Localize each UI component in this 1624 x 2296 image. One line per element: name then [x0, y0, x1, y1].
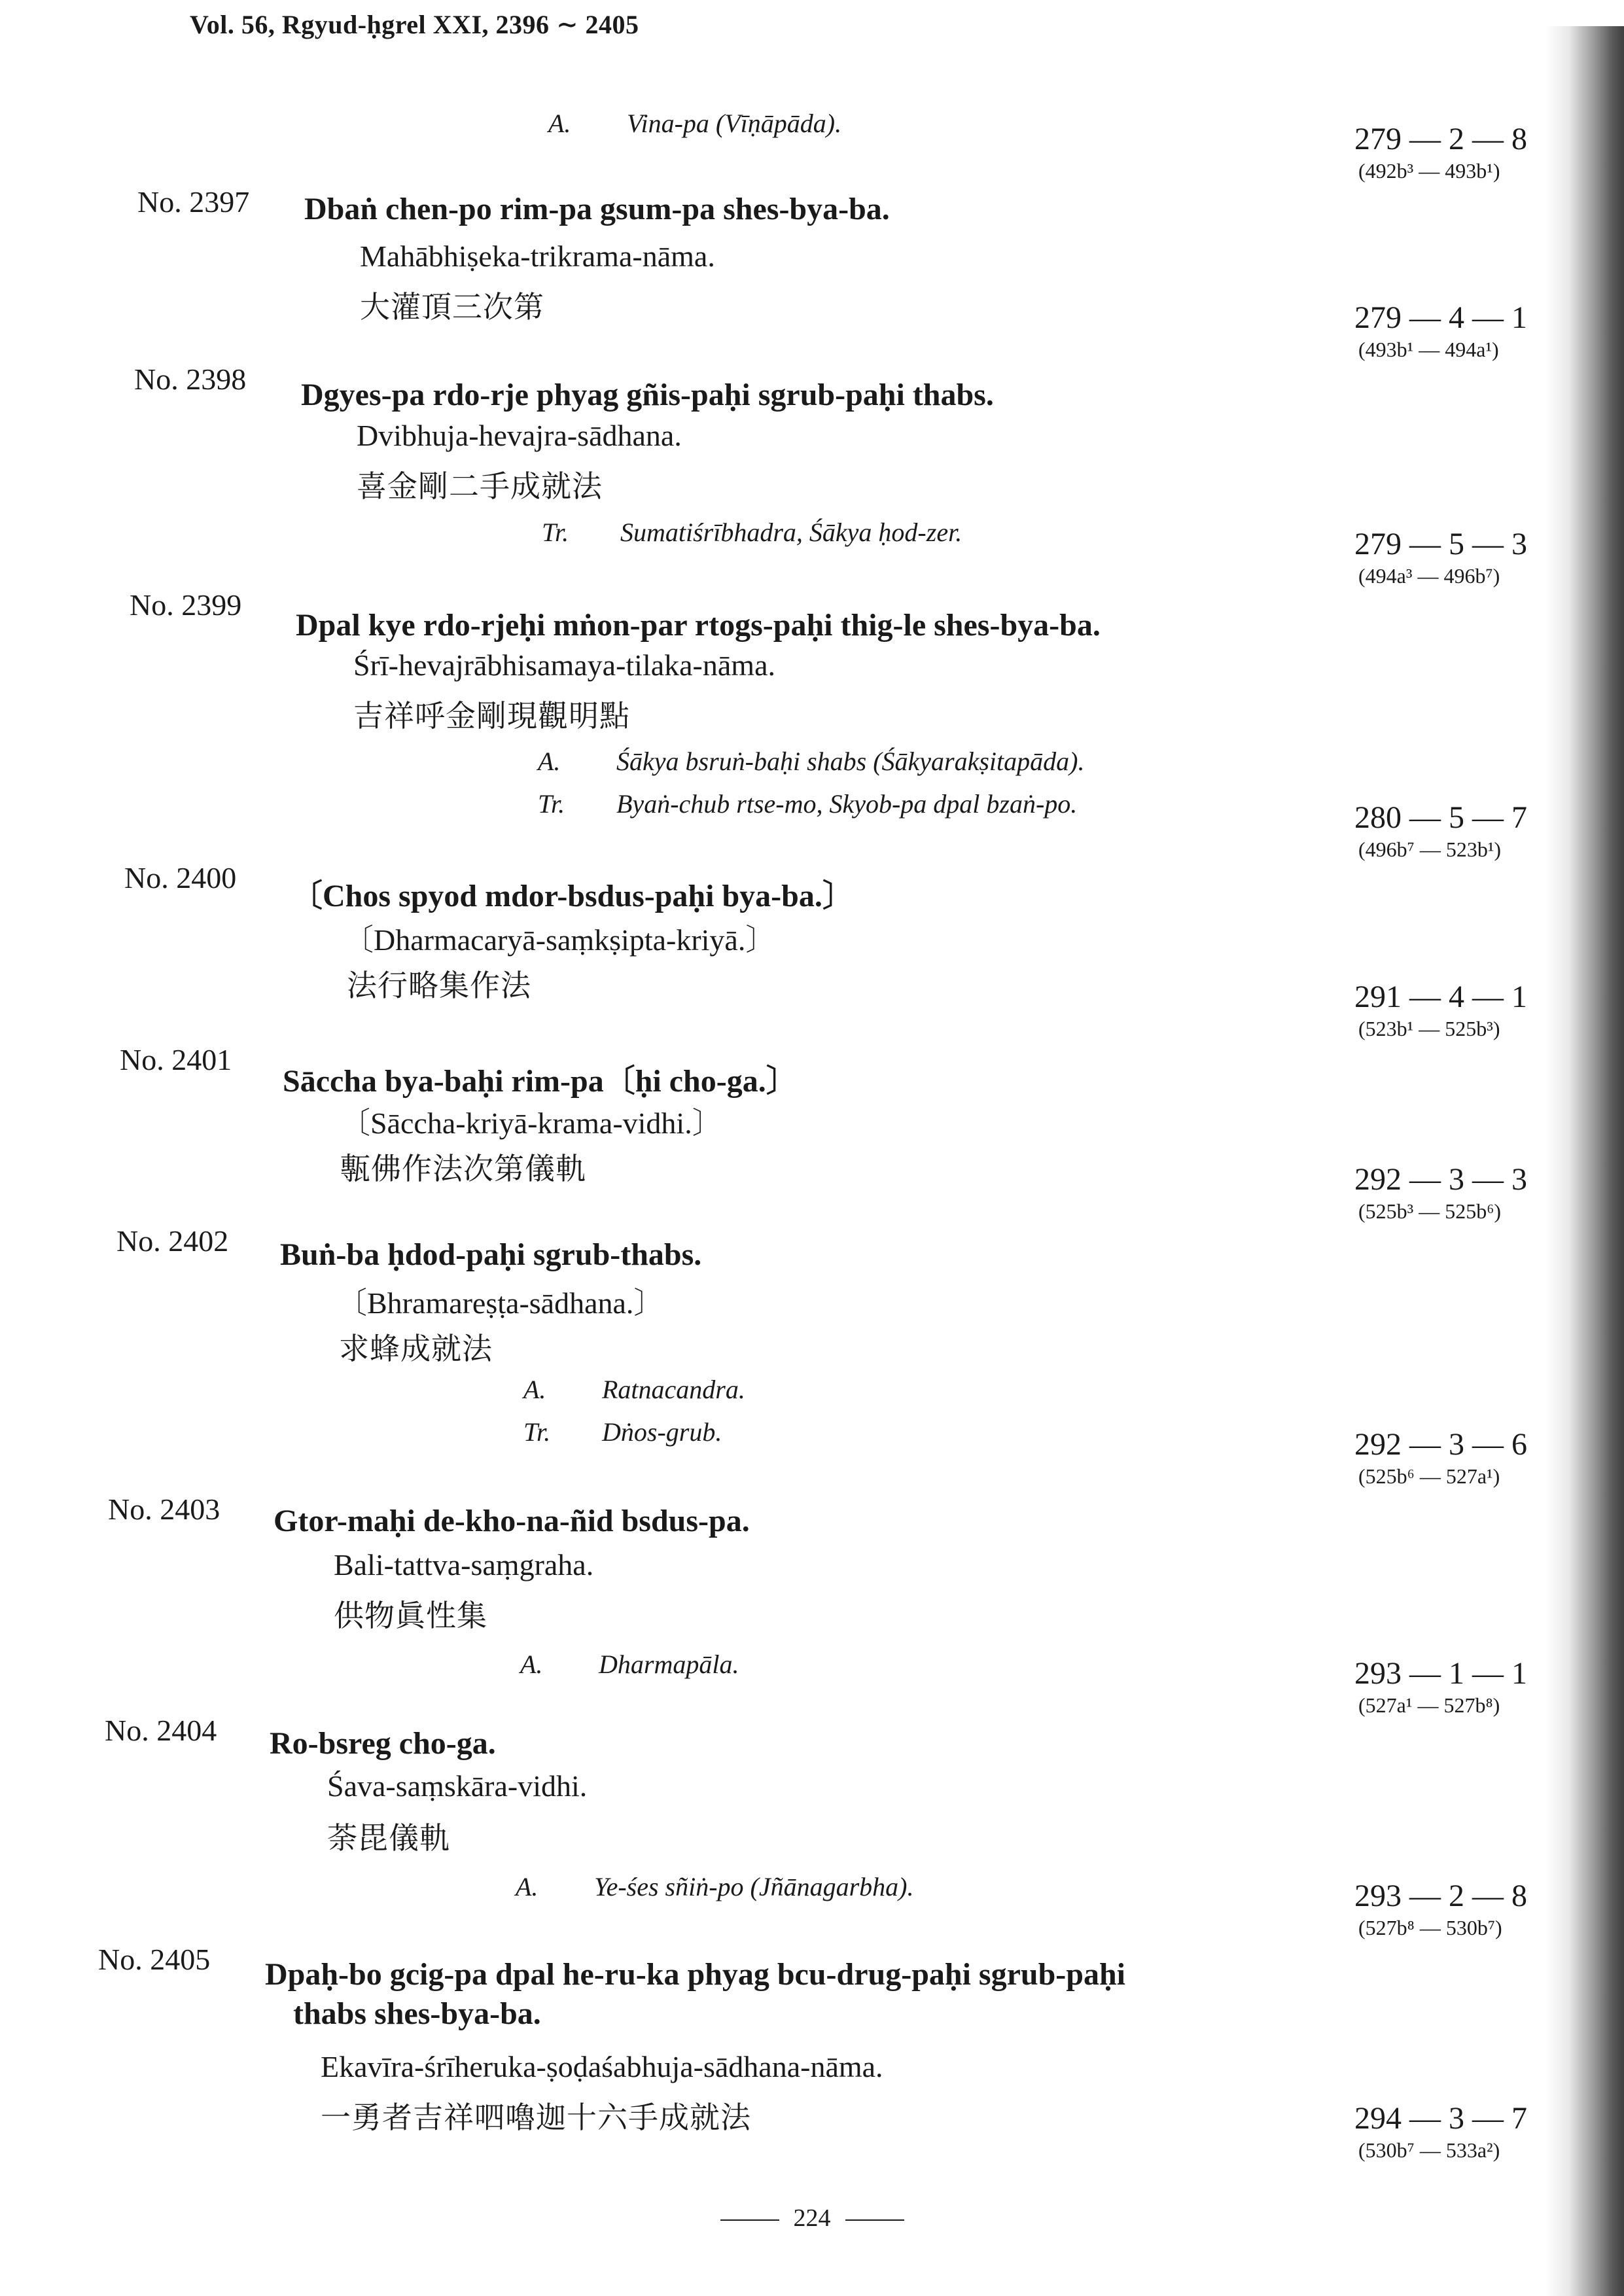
chinese-title: 甎佛作法次第儀軌 [340, 1152, 586, 1186]
credit-line [516, 1871, 914, 1902]
volume-page-line: 293 — 1 — 1 [1354, 1656, 1527, 1691]
credit-line [523, 1374, 745, 1405]
volume-page-line: 294 — 3 — 7 [1354, 2101, 1527, 2136]
volume-page-line: 279 — 2 — 8 [1354, 122, 1527, 156]
entry-number: No. 2404 [105, 1714, 217, 1747]
credit-line [523, 1417, 722, 1447]
volume-reference [1354, 2100, 1570, 2163]
credit-name: Śākya bsruṅ-baḥi shabs (Śākyarakṣitapāda). [616, 747, 1085, 776]
credit-name: Vina-pa (Vīṇāpāda). [627, 109, 842, 138]
volume-reference [1354, 979, 1570, 1042]
sanskrit-title: Ekavīra-śrīheruka-ṣoḍaśabhuja-sādhana-nāma. [321, 2050, 883, 2083]
volume-page-line: 279 — 4 — 1 [1354, 300, 1527, 335]
entry-number: No. 2400 [124, 861, 237, 894]
entry-number: No. 2401 [120, 1043, 232, 1076]
volume-page-line: 291 — 4 — 1 [1354, 980, 1527, 1014]
chinese-title: 喜金剛二手成就法 [357, 470, 603, 503]
credit-role: Tr. [523, 1417, 551, 1447]
credit-name: Dṅos-grub. [602, 1417, 722, 1447]
entry-number: No. 2405 [98, 1943, 211, 1976]
chinese-title: 荼毘儀軌 [327, 1822, 450, 1855]
sanskrit-title: 〔Sāccha-kriyā-krama-vidhi.〕 [340, 1106, 722, 1140]
folio-range: (492b³ — 493b¹) [1358, 159, 1500, 183]
tibetan-title: 〔Chos spyod mdor-bsdus-paḥi bya-ba.〕 [291, 879, 854, 913]
credit-name: Ratnacandra. [602, 1375, 745, 1404]
entry-number: No. 2402 [116, 1224, 229, 1258]
binding-edge-shadow [1545, 26, 1624, 2296]
sanskrit-title: 〔Dharmacaryā-saṃkṣipta-kriyā.〕 [344, 923, 776, 957]
folio-range: (530b⁷ — 533a²) [1358, 2138, 1500, 2162]
volume-reference [1354, 300, 1570, 362]
credit-line [520, 1649, 739, 1680]
chinese-title: 供物眞性集 [334, 1599, 487, 1633]
chinese-title: 大灌頂三次第 [360, 291, 544, 324]
volume-page-line: 279 — 5 — 3 [1354, 527, 1527, 561]
footer-dash-right [845, 2219, 904, 2221]
volume-page-line: 292 — 3 — 3 [1354, 1162, 1527, 1197]
tibetan-title: Ro-bsreg cho-ga. [270, 1726, 496, 1761]
tibetan-title-continued: thabs shes-bya-ba. [293, 1996, 541, 2031]
tibetan-title: Gtor-maḥi de-kho-na-ñid bsdus-pa. [274, 1504, 750, 1538]
sanskrit-title: Śava-saṃskāra-vidhi. [327, 1769, 588, 1803]
sanskrit-title: Śrī-hevajrābhisamaya-tilaka-nāma. [353, 648, 775, 682]
chinese-title: 吉祥呼金剛現觀明點 [353, 699, 630, 733]
credit-line [538, 746, 1084, 777]
folio-range: (496b⁷ — 523b¹) [1358, 838, 1502, 861]
volume-reference [1354, 526, 1570, 589]
credit-role: A. [538, 747, 561, 776]
credit-role: Tr. [538, 789, 565, 819]
footer-dash-left [720, 2219, 779, 2221]
credit-role: A. [516, 1872, 538, 1901]
credit-role: A. [523, 1375, 546, 1404]
tibetan-title: Buṅ-ba ḥdod-paḥi sgrub-thabs. [280, 1237, 702, 1272]
folio-range: (523b¹ — 525b³) [1358, 1017, 1500, 1040]
volume-reference [1354, 1161, 1570, 1224]
page-footer [0, 2204, 1624, 2233]
entry-number: No. 2398 [134, 362, 247, 396]
folio-range: (527a¹ — 527b⁸) [1358, 1693, 1500, 1717]
sanskrit-title: 〔Bhramareṣṭa-sādhana.〕 [337, 1286, 664, 1320]
credit-name: Dharmapāla. [599, 1650, 739, 1679]
volume-reference [1354, 1655, 1570, 1718]
entry-number: No. 2397 [137, 185, 250, 219]
volume-page-line: 293 — 2 — 8 [1354, 1879, 1527, 1913]
credit-name: Sumatiśrībhadra, Śākya ḥod-zer. [620, 518, 962, 547]
page-number: 224 [793, 2204, 831, 2232]
sanskrit-title: Bali-tattva-saṃgraha. [334, 1548, 594, 1581]
sanskrit-title: Mahābhiṣeka-trikrama-nāma. [360, 239, 715, 273]
volume-reference [1354, 800, 1570, 862]
credit-line [538, 788, 1077, 819]
volume-reference [1354, 121, 1570, 184]
credit-name: Byaṅ-chub rtse-mo, Skyob-pa dpal bzaṅ-po. [616, 789, 1078, 819]
chinese-title: 求蜂成就法 [339, 1332, 493, 1366]
credit-line [548, 108, 841, 139]
tibetan-title: Sāccha bya-baḥi rim-pa〔ḥi cho-ga.〕 [283, 1064, 798, 1099]
volume-reference [1354, 1878, 1570, 1941]
credit-role: A. [548, 109, 571, 138]
folio-range: (525b³ — 525b⁶) [1358, 1199, 1502, 1223]
entry-number: No. 2399 [130, 588, 242, 622]
chinese-title: 法行略集作法 [347, 969, 531, 1002]
tibetan-title: Dpal kye rdo-rjeḥi mṅon-par rtogs-paḥi thig-le shes-bya-ba. [296, 608, 1101, 643]
tibetan-title: Dpaḥ-bo gcig-pa dpal he-ru-ka phyag bcu-drug-paḥi sgrub-paḥi [265, 1957, 1126, 1992]
credit-name: Ye-śes sñiṅ-po (Jñānagarbha). [594, 1872, 914, 1901]
volume-page-line: 280 — 5 — 7 [1354, 800, 1527, 835]
folio-range: (494a³ — 496b⁷) [1358, 564, 1500, 588]
credit-role: A. [520, 1650, 543, 1679]
credit-line [542, 517, 962, 548]
chinese-title: 一勇者吉祥呬嚕迦十六手成就法 [321, 2101, 751, 2134]
tibetan-title: Dbaṅ chen-po rim-pa gsum-pa shes-bya-ba. [304, 192, 890, 226]
credit-role: Tr. [542, 518, 569, 547]
folio-range: (493b¹ — 494a¹) [1358, 338, 1499, 361]
sanskrit-title: Dvibhuja-hevajra-sādhana. [357, 419, 682, 452]
folio-range: (527b⁸ — 530b⁷) [1358, 1916, 1502, 1939]
volume-page-line: 292 — 3 — 6 [1354, 1427, 1527, 1462]
tibetan-title: Dgyes-pa rdo-rje phyag gñis-paḥi sgrub-paḥi thabs. [301, 378, 994, 412]
running-header: Vol. 56, Rgyud-ḥgrel XXI, 2396 ∼ 2405 [190, 10, 639, 39]
folio-range: (525b⁶ — 527a¹) [1358, 1464, 1500, 1488]
volume-reference [1354, 1426, 1570, 1489]
entry-number: No. 2403 [108, 1492, 221, 1526]
